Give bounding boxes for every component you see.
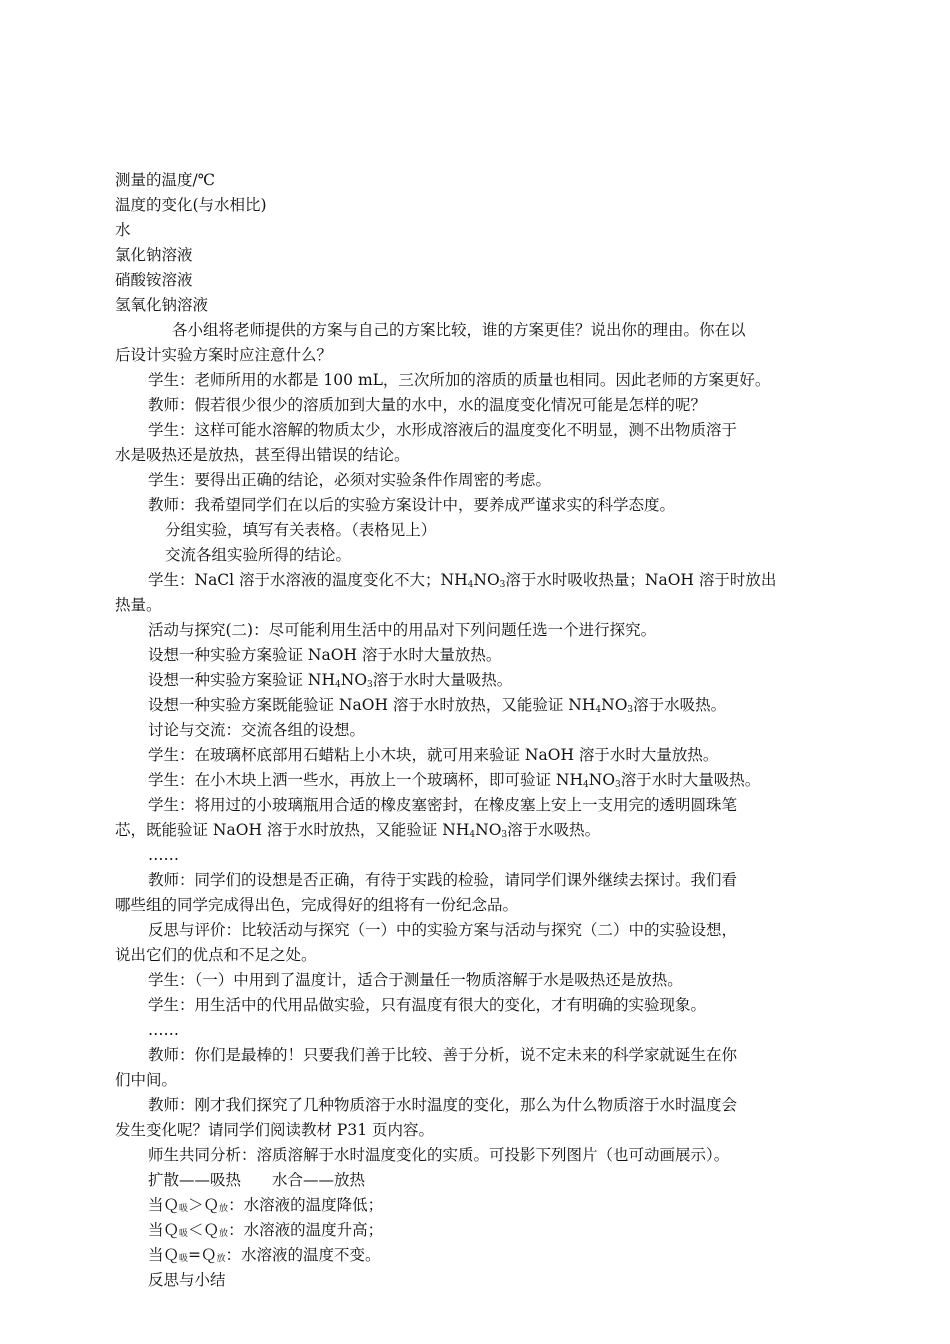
ellipsis: …… — [148, 846, 179, 864]
paragraph-line: 教师：同学们的设想是否正确，有待于实践的检验，请同学们课外继续去探讨。我们看 — [148, 871, 738, 889]
paragraph-line: 教师：假若很少很少的溶质加到大量的水中，水的温度变化情况可能是怎样的呢？ — [148, 396, 707, 414]
paragraph-line: 教师：你们是最棒的！只要我们善于比较、善于分析，说不定未来的科学家就诞生在你 — [148, 1046, 738, 1064]
paragraph-line: 哪些组的同学完成得出色，完成得好的组将有一份纪念品。 — [115, 896, 519, 914]
paragraph-line: 当Ｑ吸＜Ｑ放：水溶液的温度升高； — [148, 1221, 384, 1239]
label-nacl-solution: 氯化钠溶液 — [115, 246, 193, 264]
paragraph-line: 反思与评价：比较活动与探究（一）中的实验方案与活动与探究（二）中的实验设想， — [148, 921, 738, 939]
paragraph-line: 设想一种实验方案验证 $NH_4NO_3$溶于水时大量吸热。 — [148, 671, 513, 690]
label-temp-change: 温度的变化(与水相比) — [115, 196, 267, 214]
paragraph-line: 活动与探究(二)：尽可能利用生活中的用品对下列问题任选一个进行探究。 — [148, 621, 657, 639]
paragraph-line: 交流各组实验所得的结论。 — [165, 546, 352, 564]
label-naoh-solution: 氢氧化钠溶液 — [115, 296, 209, 314]
paragraph-line: 各小组将老师提供的方案与自己的方案比较，谁的方案更佳？说出你的理由。你在以 — [172, 321, 746, 339]
paragraph-line: 教师：刚才我们探究了几种物质溶于水时温度的变化，那么为什么物质溶于水时温度会 — [148, 1096, 738, 1114]
paragraph-line: 学生：在小木块上洒一些水，再放上一个玻璃杯，即可验证 $NH_4NO_3$溶于水时大量吸热。 — [148, 771, 761, 790]
paragraph-line: 说出它们的优点和不足之处。 — [115, 946, 317, 964]
paragraph-line: 学生：（一）中用到了温度计，适合于测量任一物质溶解于水是吸热还是放热。 — [148, 971, 683, 989]
label-water: 水 — [115, 221, 131, 239]
paragraph-line: 芯，既能验证 NaOH 溶于水时放热，又能验证 $NH_4NO_3$溶于水吸热。 — [115, 821, 601, 840]
paragraph-line: 学生：用生活中的代用品做实验，只有温度有很大的变化，才有明确的实验现象。 — [148, 996, 707, 1014]
paragraph-line: 学生：在玻璃杯底部用石蜡粘上小木块，就可用来验证 NaOH 溶于水时大量放热。 — [148, 746, 719, 764]
paragraph-line: 当Ｑ吸=Ｑ放：水溶液的温度不变。 — [148, 1246, 381, 1264]
paragraph-line: 热量。 — [115, 596, 162, 614]
paragraph-line: 发生变化呢？请同学们阅读教材 P31 页内容。 — [115, 1121, 435, 1139]
paragraph-line: 学生：将用过的小玻璃瓶用合适的橡皮塞密封，在橡皮塞上安上一支用完的透明圆珠笔 — [148, 796, 738, 814]
paragraph-line: 学生：NaCl 溶于水溶液的温度变化不大；$NH_4NO_3$溶于水时吸收热量；NaOH 溶于时放出 — [148, 571, 777, 590]
paragraph-line: 后设计实验方案时应注意什么？ — [115, 346, 333, 364]
paragraph-line: 设想一种实验方案验证 NaOH 溶于水时大量放热。 — [148, 646, 502, 664]
label-nh4no3-solution: 硝酸铵溶液 — [115, 271, 193, 289]
paragraph-line: 们中间。 — [115, 1071, 178, 1089]
paragraph-line: 扩散——吸热 水合——放热 — [148, 1171, 366, 1189]
paragraph-line: 学生：要得出正确的结论，必须对实验条件作周密的考虑。 — [148, 471, 552, 489]
paragraph-line: 学生：这样可能水溶解的物质太少，水形成溶液后的温度变化不明显，测不出物质溶于 — [148, 421, 738, 439]
ellipsis: …… — [148, 1021, 179, 1039]
paragraph-line: 讨论与交流：交流各组的设想。 — [148, 721, 366, 739]
paragraph-line: 水是吸热还是放热，甚至得出错误的结论。 — [115, 446, 410, 464]
label-measured-temp: 测量的温度/℃ — [115, 171, 216, 189]
paragraph-line: 学生：老师所用的水都是 100 mL，三次所加的溶质的质量也相同。因此老师的方案更好。 — [148, 371, 771, 389]
paragraph-line: 设想一种实验方案既能验证 NaOH 溶于水时放热，又能验证 $NH_4NO_3$溶于水吸热。 — [148, 696, 727, 715]
paragraph-line: 教师：我希望同学们在以后的实验方案设计中，要养成严谨求实的科学态度。 — [148, 496, 676, 514]
section-heading: 反思与小结 — [148, 1271, 226, 1289]
paragraph-line: 分组实验，填写有关表格。（表格见上） — [165, 521, 437, 539]
paragraph-line: 师生共同分析：溶质溶解于水时温度变化的实质。可投影下列图片（也可动画展示）。 — [148, 1146, 730, 1164]
paragraph-line: 当Ｑ吸＞Ｑ放：水溶液的温度降低； — [148, 1196, 384, 1214]
